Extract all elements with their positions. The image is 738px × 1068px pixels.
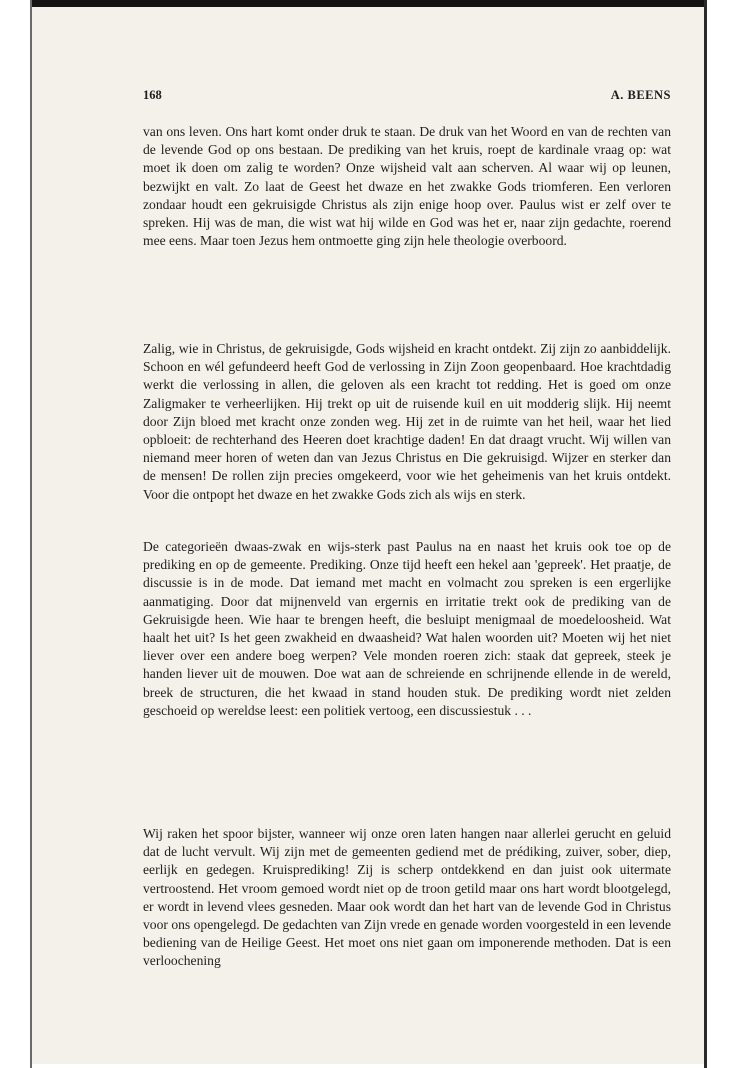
paragraph-1: van ons leven. Ons hart komt onder druk te staan. De druk van het Woord en van de rechten van de levende God op ons bestaan. De prediking van het kruis, roept de kardinale vraag op: wat moet ik doen om zalig te worden? Onze wijsheid valt aan scherven. Al waar wij op leunen, bezwijkt en valt. Zo laat de Geest het dwaze en het zwakke Gods triomferen. Een verloren zondaar houdt een gekruisigde Christus als zijn enige hoop over. Paulus wist er zelf over te spreken. Hij was de man, die wist wat hij wilde en God was het er, naar zijn gedachte, roerend mee eens. Maar toen Jezus hem ontmoette ging zijn hele theologie overboord. bbox=[143, 124, 671, 249]
running-head-author: A. BEENS bbox=[610, 88, 671, 102]
scan-left-edge bbox=[30, 0, 32, 1068]
paragraph-4: Wij raken het spoor bijster, wanneer wij onze oren laten hangen naar allerlei gerucht en geluid dat de lucht vervult. Wij zijn met de gemeenten gediend met de prédiking, zuiver, sober, diep, eerlijk en gedegen. Kruisprediking! Zij is scherp ontdekkend en dan juist ook uitermate vertroostend. Het vroom gemoed wordt niet op de troon getild maar ons hart wordt blootgelegd, er wordt in levend vlees gesneden. Maar ook wordt dan het hart van de levende God in Christus voor ons opengelegd. De gedachten van Zijn vrede en genade worden voorgesteld in een levende bediening van de Heilige Geest. Het moet ons niet gaan om imponerende methoden. Dat is een verloochening bbox=[143, 826, 671, 969]
paragraph-2: Zalig, wie in Christus, de gekruisigde, Gods wijsheid en kracht ontdekt. Zij zijn zo aanbiddelijk. Schoon en wél gefundeerd heeft God de verlossing in Zijn Zoon geopenbaard. Hoe krachtdadig werkt die verlossing in allen, die geloven als een kracht tot redding. Het is goed om onze Zaligmaker te verheerlijken. Hij trekt op uit de ruisende kuil en uit modderig slijk. Hij neemt door Zijn bloed met kracht onze zonden weg. Hij zet in de ruimte van het heil, waar het lied opbloeit: de rechterhand des Heeren doet krachtige daden! En dat draagt vrucht. Wij willen van niemand meer horen of weten dan van Jezus Christus en Die gekruisigd. Wijzer en sterker dan de mensen! De rollen zijn precies omgekeerd, voor wie het geheimenis van het kruis ontdekt. Voor die ontpopt het dwaze en het zwakke Gods zich als wijs en sterk. bbox=[143, 341, 671, 502]
page-number: 168 bbox=[143, 88, 162, 102]
scan-right-edge bbox=[704, 0, 707, 1068]
paragraph-3: De categorieën dwaas-zwak en wijs-sterk past Paulus na en naast het kruis ook toe op de prediking en op de gemeente. Prediking. Onze tijd heeft een hekel aan 'gepreek'. Het praatje, de discussie is in de mode. Dat iemand met macht en volmacht zou spreken is een ergerlijke aanmatiging. Door dat mijnenveld van ergernis en irritatie trekt ook de prediking van de Gekruisigde heen. Wie haar te brengen heeft, die besluipt menigmaal de moedeloosheid. Wat haalt het uit? Is het geen zwakheid en dwaasheid? Wat halen woorden uit? Moeten wij het niet liever over een andere boeg werpen? Vele monden roeren zich: staak dat gepreek, steek je handen liever uit de mouwen. Doe wat aan de schreiende en schrijnende ellende in de wereld, breek de structuren, die het kwaad in stand houden stuk. De prediking wordt niet zelden geschoeid op wereldse leest: een politiek vertoog, een discussiestuk . . . bbox=[143, 539, 671, 718]
scan-top-edge bbox=[30, 0, 706, 7]
running-head bbox=[143, 88, 671, 106]
